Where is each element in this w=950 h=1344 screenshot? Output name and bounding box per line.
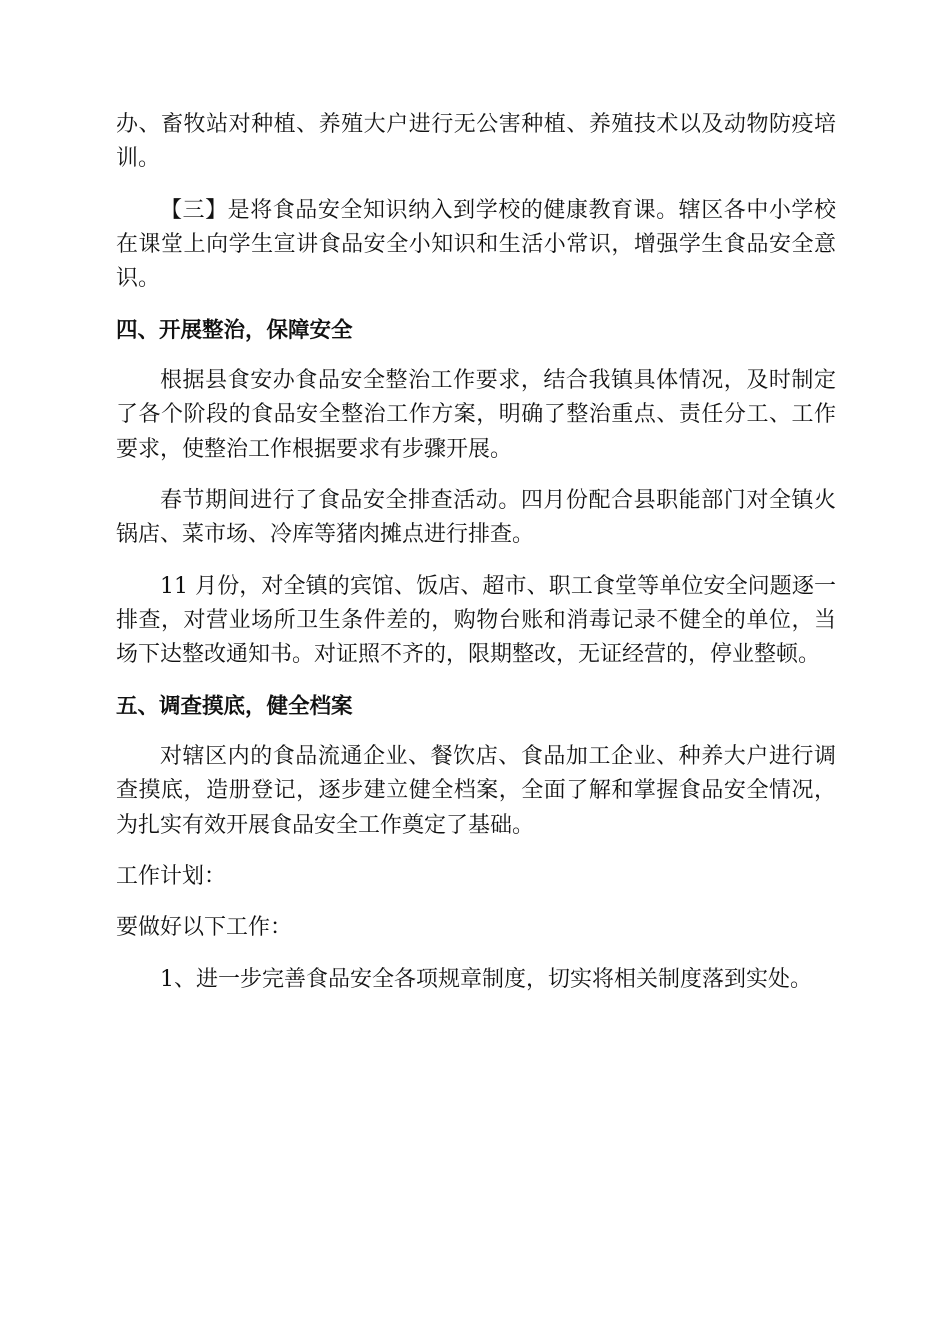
paragraph-training-continuation: 办、畜牧站对种植、养殖大户进行无公害种植、养殖技术以及动物防疫培训。 bbox=[116, 112, 836, 172]
paragraph-school-education: 【三】是将食品安全知识纳入到学校的健康教育课。辖区各中小学校在课堂上向学生宣讲食品安全小知识和生活小常识，增强学生食品安全意识。 bbox=[116, 197, 836, 292]
paragraph-task-1: 1、进一步完善食品安全各项规章制度，切实将相关制度落到实处。 bbox=[160, 966, 812, 992]
document-page bbox=[116, 108, 836, 1014]
section-heading-rectification: 四、开展整治，保障安全 bbox=[116, 317, 353, 343]
paragraph-november-inspection: 11 月份，对全镇的宾馆、饭店、超市、职工食堂等单位安全问题逐一排查，对营业场所卫生条件差的，购物台账和消毒记录不健全的单位，当场下达整改通知书。对证照不齐的，限期整改，无证经营的，停业整顿。 bbox=[116, 573, 836, 668]
paragraph-survey-archives: 对辖区内的食品流通企业、餐饮店、食品加工企业、种养大户进行调查摸底，造册登记，逐步建立健全档案，全面了解和掌握食品安全情况，为扎实有效开展食品安全工作奠定了基础。 bbox=[116, 744, 836, 838]
section-heading-survey: 五、调查摸底，健全档案 bbox=[116, 693, 353, 719]
paragraph-tasks-intro: 要做好以下工作： bbox=[116, 915, 293, 941]
paragraph-rectification-plan: 根据县食安办食品安全整治工作要求，结合我镇具体情况，及时制定了各个阶段的食品安全整治工作方案，明确了整治重点、责任分工、工作要求，使整治工作根据要求有步骤开展。 bbox=[116, 368, 836, 462]
paragraph-work-plan-label: 工作计划： bbox=[116, 864, 227, 890]
paragraph-spring-festival-inspection: 春节期间进行了食品安全排查活动。四月份配合县职能部门对全镇火锅店、菜市场、冷库等猪肉摊点进行排查。 bbox=[116, 488, 836, 548]
